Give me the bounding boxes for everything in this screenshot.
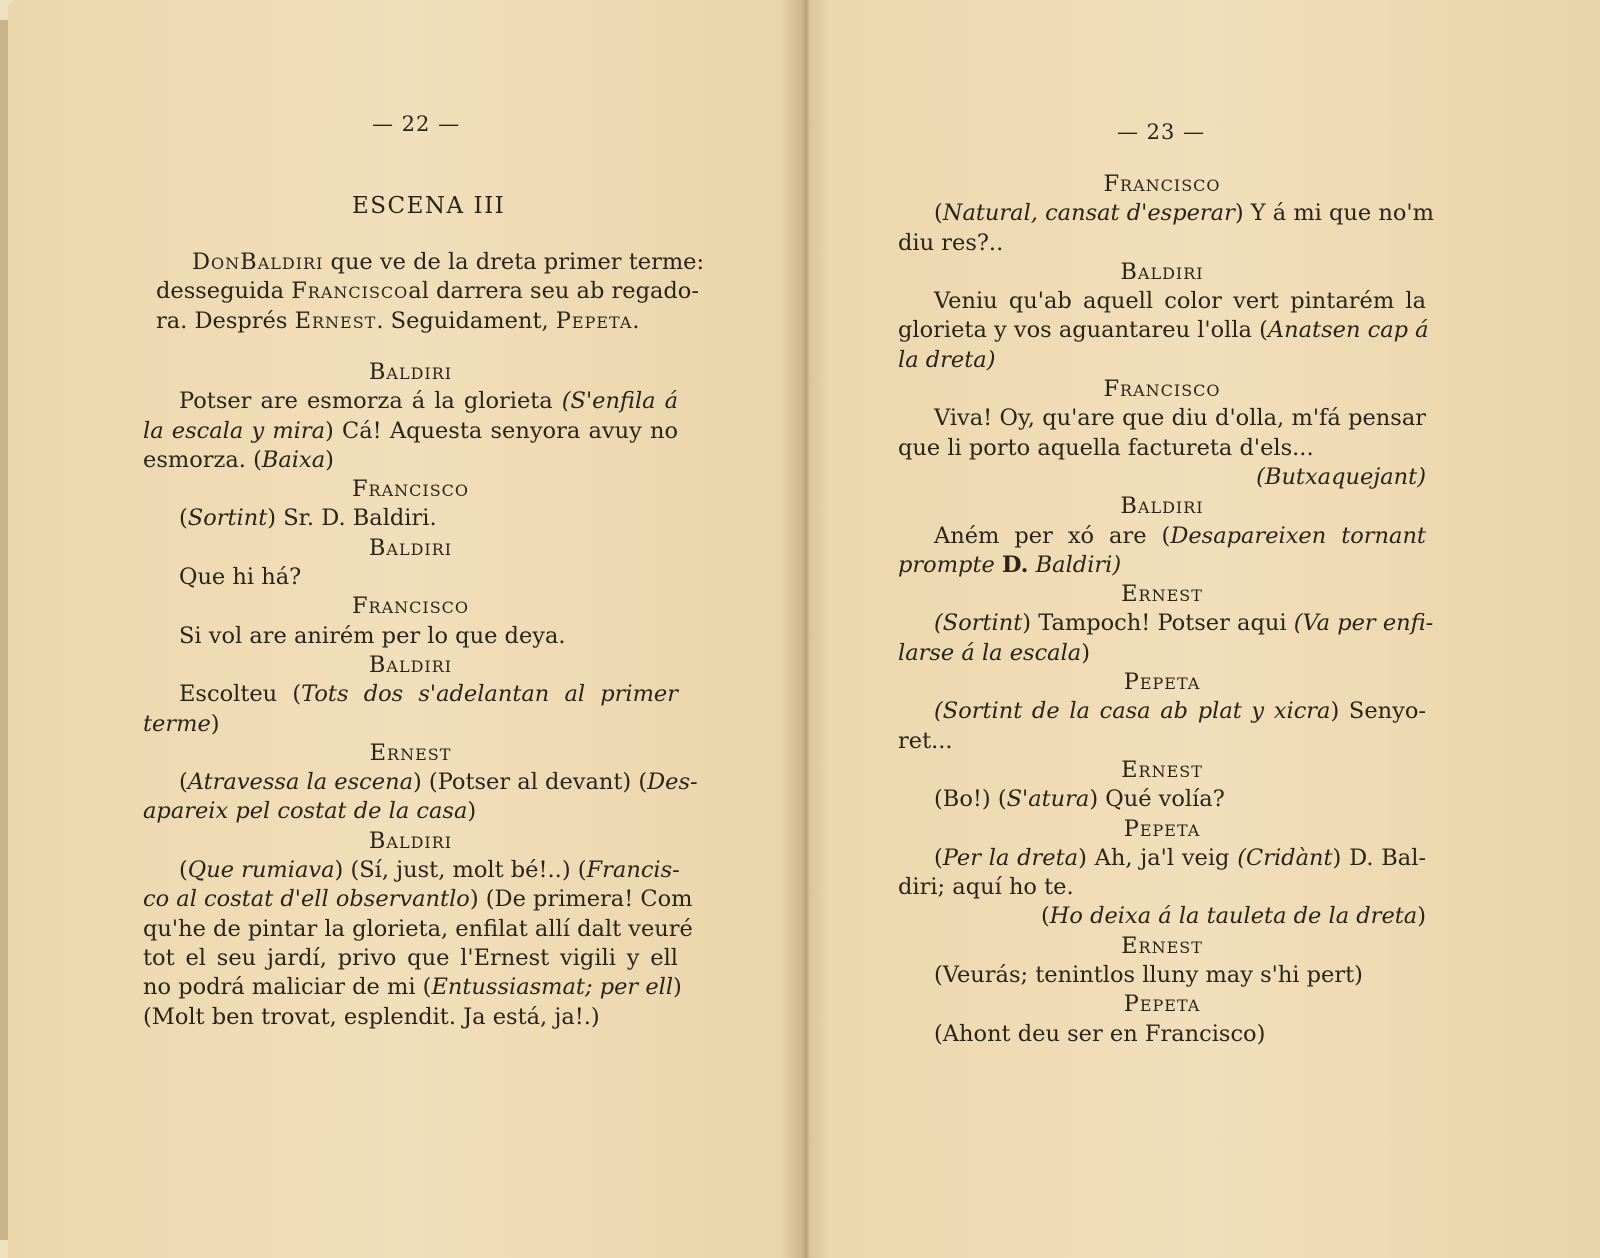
dialogue-line: la dreta) [898,346,996,373]
speaker-name: Francisco [351,476,470,503]
book-gutter [780,0,830,1258]
speaker-name: Baldiri [368,827,453,854]
dialogue-line: no podrá maliciar de mi (Entussiasmat; per ell) [143,974,682,1001]
dialogue-line: (Que rumiava) (Sí, just, molt bé!..) (Francis- [179,857,680,884]
speaker-name: Baldiri [1120,493,1204,520]
dialogue-line: Que hi há? [179,564,302,591]
dialogue-line: esmorza. (Baixa) [143,446,334,473]
dialogue-line: tot el seu jardí, privo que l'Ernest vigili y ell [143,944,678,971]
dialogue-line: que li porto aquella factureta d'els... [898,434,1314,461]
dialogue-line: prompte D. Baldiri) [898,551,1122,578]
speaker-name: Francisco [1103,171,1221,197]
dialogue-line: (Sortint de la casa ab plat y xicra) Senyo- [934,698,1427,725]
dialogue-line: Aném per xó are (Desapareixen tornant [934,522,1426,549]
left-page-text [143,358,698,1032]
dialogue-line: glorieta y vos aguantareu l'olla (Anatsen cap á [898,317,1429,344]
dialogue-line: Si vol are anirém per lo que deya. [179,622,566,649]
dialogue-line: Escolteu (Tots dos s'adelantan al primer [179,681,678,708]
page-number-right: — 23 — [1117,120,1206,144]
dialogue-line: terme) [143,710,220,737]
speaker-name: Pepeta [1123,991,1201,1018]
stage-direction-line: ra. Després Ernest. Seguidament, Pepeta. [156,307,640,334]
dialogue-line: larse á la escala) [898,639,1090,666]
dialogue-line: (Molt ben trovat, esplendit. Ja está, ja!.) [143,1003,600,1030]
dialogue-line: (Veurás; tenintlos lluny may s'hi pert) [934,962,1363,989]
speaker-name: Baldiri [368,534,453,561]
dialogue-line: Veniu qu'ab aquell color vert pintarém la [934,288,1426,315]
speaker-name: Ernest [369,739,452,766]
dialogue-line: qu'he de pintar la glorieta, enfilat allí dalt veuré [143,915,693,942]
speaker-name: Francisco [351,593,470,620]
dialogue-line: (Ahont deu ser en Francisco) [934,1020,1266,1047]
dialogue-line: (Per la dreta) Ah, ja'l veig (Cridànt) D. Bal- [934,844,1426,871]
speaker-name: Ernest [1121,932,1203,959]
dialogue-line: diri; aquí ho te. [898,874,1074,901]
dialogue-line: apareix pel costat de la casa) [143,798,477,825]
speaker-name: Baldiri [368,359,453,385]
page-number-left: — 22 — [372,112,461,136]
speaker-name: Francisco [1103,376,1221,403]
speaker-name: Baldiri [368,651,453,678]
speaker-name: Pepeta [1123,669,1201,696]
dialogue-line: co al costat d'ell observantlo) (De primera! Com [143,886,693,913]
speaker-name: Ernest [1121,581,1203,608]
speaker-name: Pepeta [1123,815,1201,842]
dialogue-line: Potser are esmorza á la glorieta (S'enfila á [179,388,678,415]
right-page-text [898,170,1434,1049]
stage-directions [156,248,705,336]
dialogue-line: (Ho deixa á la tauleta de la dreta) [1040,903,1426,930]
scene-title: ESCENA III [352,193,506,219]
dialogue-line: (Natural, cansat d'esperar) Y á mi que no'm [934,200,1434,227]
dialogue-line: (Atravessa la escena) (Potser al devant) (Des- [179,769,698,796]
dialogue-line: la escala y mira) Cá! Aquesta senyora avuy no [143,417,678,444]
dialogue-line: diu res?.. [898,229,1004,256]
stage-direction-line: DonBaldiri que ve de la dreta primer terme: [192,249,705,275]
dialogue-line: (Sortint) Sr. D. Baldiri. [179,505,437,532]
stage-direction-line: desseguida Franciscoal darrera seu ab regado- [156,278,699,305]
speaker-name: Baldiri [1120,258,1204,285]
dialogue-line: ret... [898,727,953,754]
dialogue-line: (Sortint) Tampoch! Potser aqui (Va per enfi- [934,610,1434,637]
speaker-name: Ernest [1121,756,1203,783]
dialogue-line: (Butxaquejant) [1256,463,1426,490]
dialogue-line: (Bo!) (S'atura) Qué volía? [934,786,1225,813]
dialogue-line: Viva! Oy, qu'are que diu d'olla, m'fá pensar [934,405,1426,432]
